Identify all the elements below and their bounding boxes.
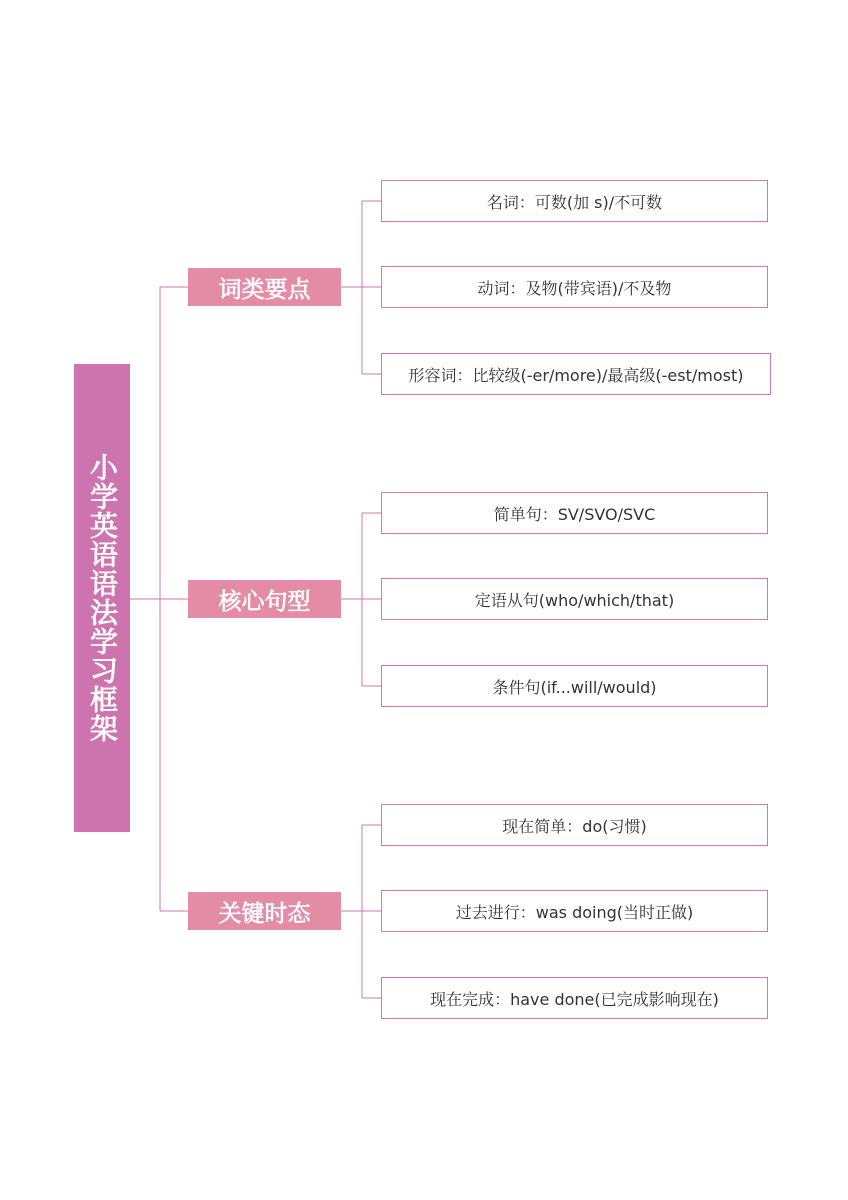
root-title: 小学英语语法学习框架 <box>86 453 119 743</box>
leaf-verb: 动词：及物(带宾语)/不及物 <box>381 266 768 308</box>
branch-word-classes: 词类要点 <box>188 268 341 306</box>
leaf-noun: 名词：可数(加 s)/不可数 <box>381 180 768 222</box>
leaf-present-simple: 现在简单：do(习惯) <box>381 804 768 846</box>
leaf-simple-sentence: 简单句：SV/SVO/SVC <box>381 492 768 534</box>
leaf-past-continuous: 过去进行：was doing(当时正做) <box>381 890 768 932</box>
leaf-relative-clause: 定语从句(who/which/that) <box>381 578 768 620</box>
leaf-conditional: 条件句(if...will/would) <box>381 665 768 707</box>
leaf-present-perfect: 现在完成：have done(已完成影响现在) <box>381 977 768 1019</box>
leaf-adjective: 形容词：比较级(-er/more)/最高级(-est/most) <box>381 353 771 395</box>
branch-key-tenses: 关键时态 <box>188 892 341 930</box>
branch-core-sentences: 核心句型 <box>188 580 341 618</box>
root-node <box>74 364 130 832</box>
